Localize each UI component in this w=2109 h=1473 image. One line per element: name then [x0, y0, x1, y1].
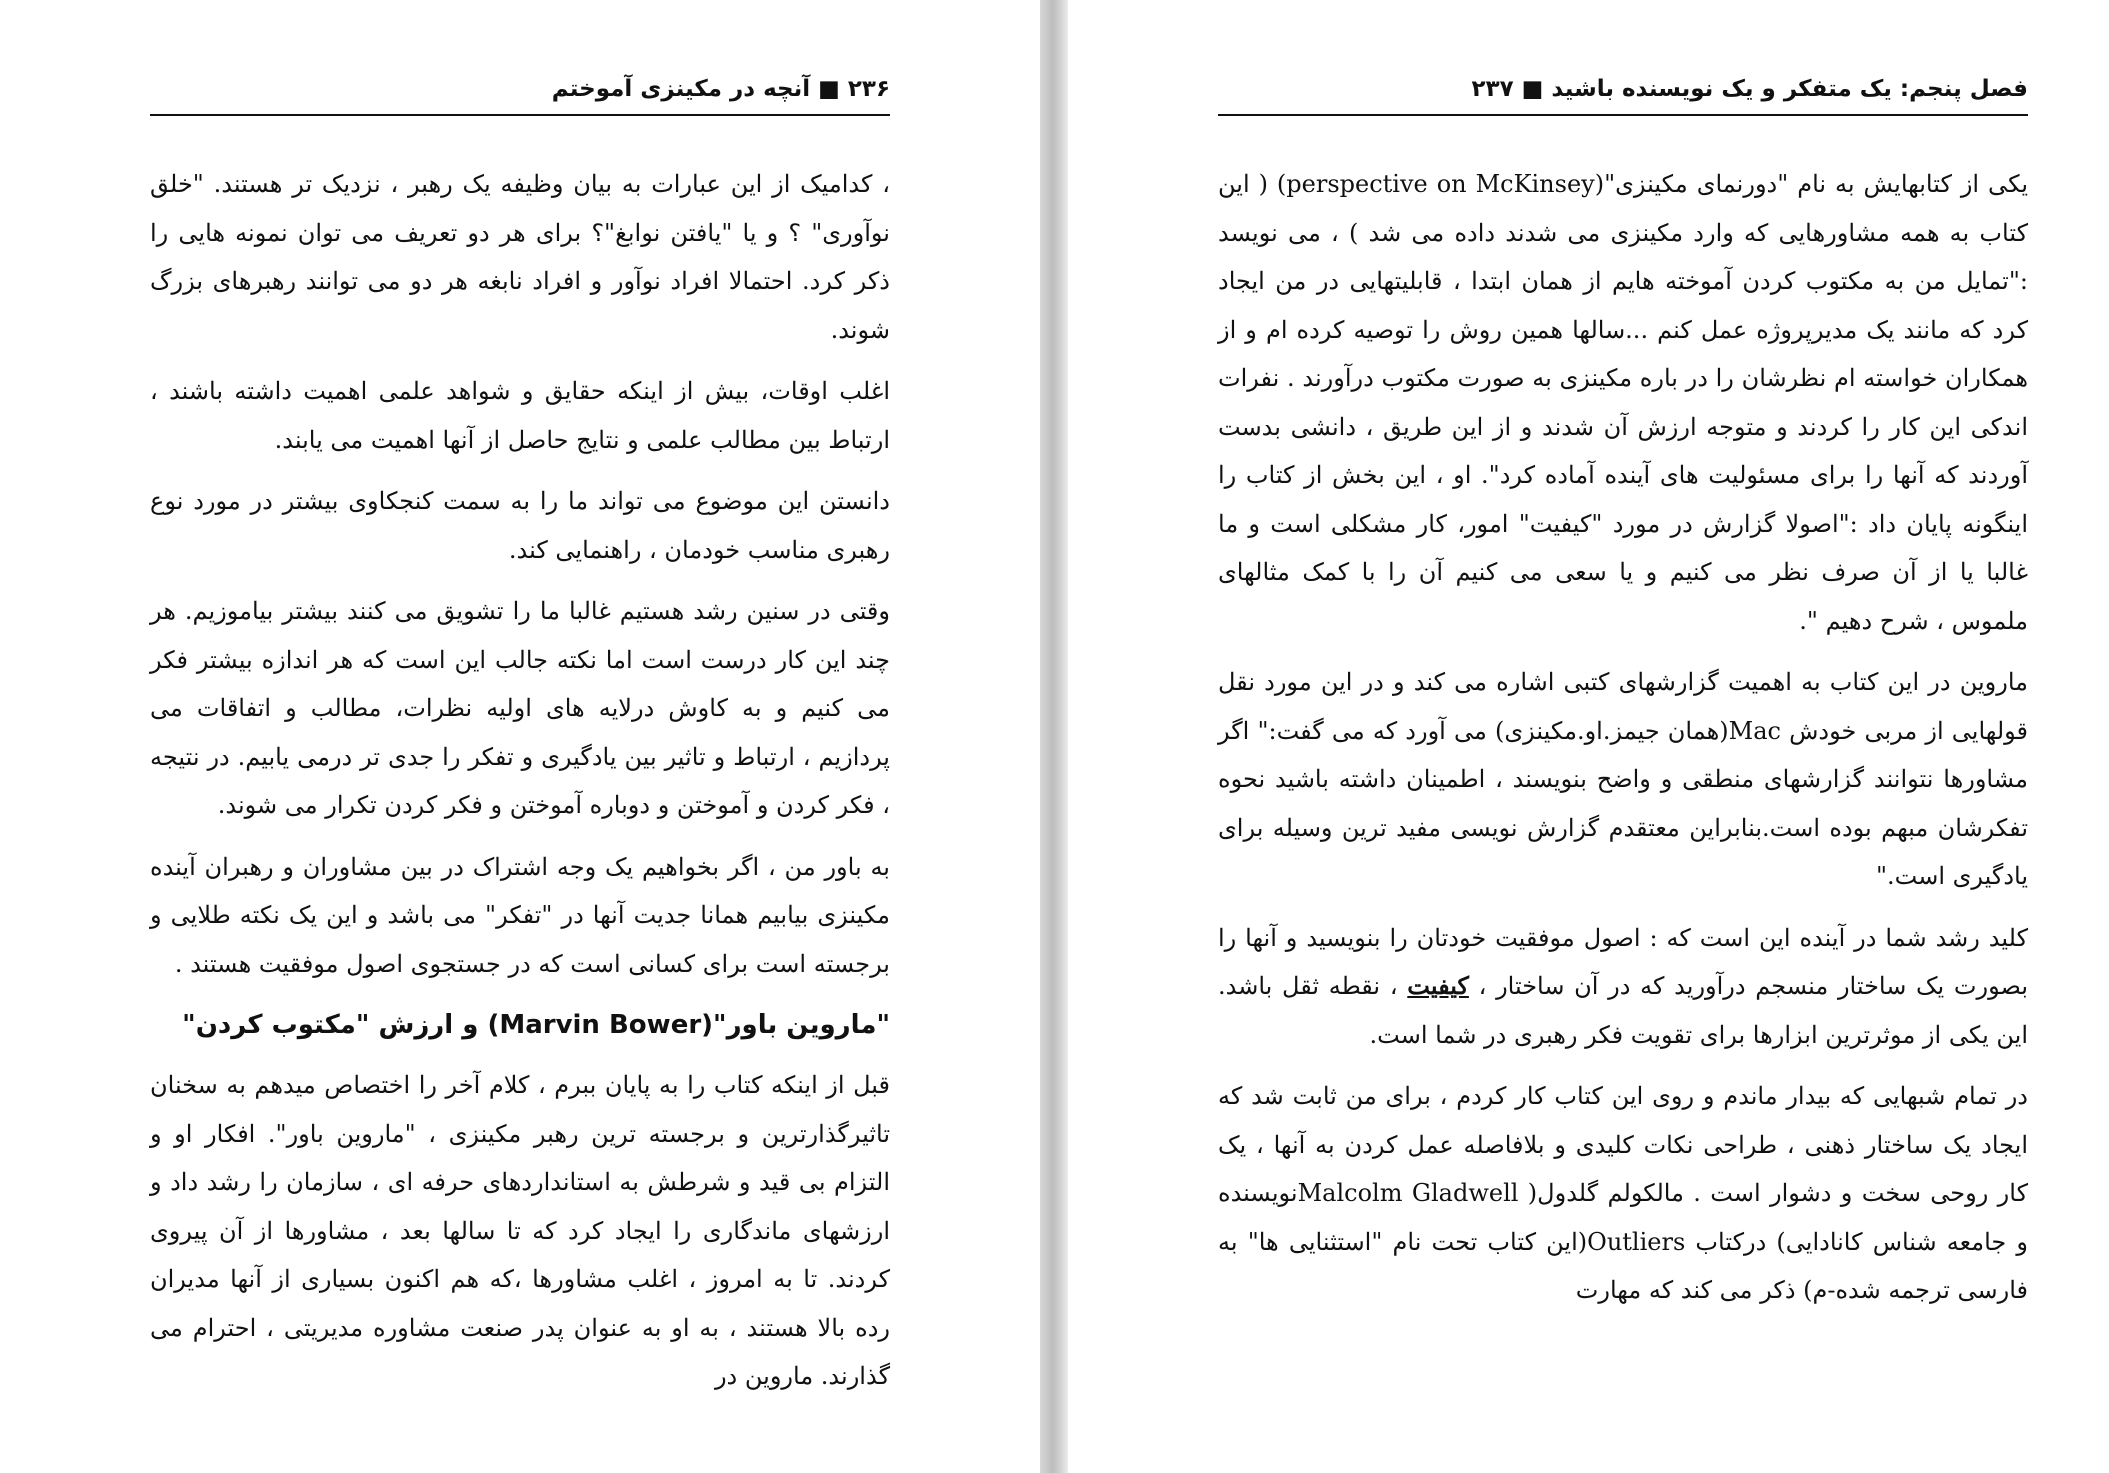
key-paragraph-start: کلید رشد شما در آینده این است که : اصول موفقیت خودتان را بنویسید و آنها را بصورت یک ساختار منسجم درآورید که در آن ساختار ،: [1218, 923, 2028, 1000]
underlined-word-quality: کیفیت: [1407, 971, 1469, 1000]
right-paragraph-1: یکی از کتابهایش به نام "دورنمای مکینزی"(perspective on McKinsey) ( این کتاب به همه مشاورهایی که وارد مکینزی می شدند داده می شد ) ، می نویسد :"تمایل من به مکتوب کردن آموخته هایم از همان ابتدا ، قابلیتهایی در من ایجاد کرد که مانند یک مدیرپروژه عمل کنم ...سالها همین روش را توصیه کرده ام و از همکاران خواسته ام نظرشان را در باره مکینزی به صورت مکتوب درآورند . نفرات اندکی این کار را کردند و متوجه ارزش آن شدند و از این طریق ، دانشی بدست آوردند که آنها را برای مسئولیت های آینده آماده کرد". او ، این بخش از کتاب را اینگونه پایان داد :"اصولا گزارش در مورد "کیفیت" امور، کار مشکلی است و ما غالبا یا از آن صرف نظر می کنیم و یا سعی می کنیم آن را با کمک مثالهای ملموس ، شرح دهیم ".: [1218, 170, 2028, 635]
right-paragraph-2: ماروین در این کتاب به اهمیت گزارشهای کتبی اشاره می کند و در این مورد نقل قولهایی از مربی خودش Mac(همان جیمز.او.مکینزی) می آورد که می گفت:" اگر مشاورها نتوانند گزارشهای منطقی و واضح بنویسند ، اطمینان داشته باشید نحوه تفکرشان مبهم بوده است.بنابراین معتقدم گزارش نویسی مفید ترین وسیله برای یادگیری است.": [1218, 668, 2029, 890]
right-page-header: [1218, 62, 2028, 116]
left-paragraph-1: ، کدامیک از این عبارات به بیان وظیفه یک رهبر ، نزدیک تر هستند. "خلق نوآوری" ؟ و یا "یافتن نوابغ"؟ برای هر دو تعریف می توان نمونه هایی را ذکر کرد. احتمالا افراد نوآور و افراد نابغه هر دو می توانند رهبرهای بزرگ شوند.: [150, 170, 890, 344]
left-paragraph-5: به باور من ، اگر بخواهیم یک وجه اشتراک در بین مشاوران و رهبران آینده مکینزی بیابیم همانا جدیت آنها در "تفکر" می باشد و این یک نکته طلایی و برجسته است برای کسانی است که در جستجوی اصول موفقیت هستند .: [150, 852, 890, 978]
right-page: [1068, 0, 2109, 1473]
right-page-header-text: فصل پنجم: یک متفکر و یک نویسنده باشید ■ ۲۳۷: [1471, 76, 2028, 102]
left-page-body: [150, 160, 890, 1414]
left-page-header-text: ۲۳۶ ■ آنچه در مکینزی آموختم: [551, 76, 890, 102]
section-heading-marvin-bower: "ماروین باور"(Marvin Bower) و ارزش "مکتوب کردن": [182, 1010, 890, 1040]
key-paragraph-end: ، نقطه ثقل باشد. این یکی از موثرترین ابزارها برای تقویت فکر رهبری در شما است.: [1218, 972, 2028, 1049]
right-page-body: [1218, 160, 2028, 1328]
left-paragraph-2: اغلب اوقات، بیش از اینکه حقایق و شواهد علمی اهمیت داشته باشند ، ارتباط بین مطالب علمی و نتایج حاصل از آنها اهمیت می یابند.: [150, 377, 890, 454]
left-paragraph-3: دانستن این موضوع می تواند ما را به سمت کنجکاوی بیشتر در مورد نوع رهبری مناسب خودمان ، راهنمایی کند.: [150, 487, 890, 564]
right-key-paragraph: [1218, 914, 2028, 1060]
left-page-header: [150, 62, 890, 116]
left-page: [0, 0, 1040, 1473]
left-section-paragraph: قبل از اینکه کتاب را به پایان ببرم ، کلام آخر را اختصاص میدهم به سخنان تاثیرگذارترین و برجسته ترین رهبر مکینزی ، "ماروین باور". افکار او و التزام بی قید و شرطش به استانداردهای حرفه ای ، سازمان را رشد داد و ارزشهای ماندگاری را ایجاد کرد که تا سالها بعد ، مشاورها از آن پیروی کردند. تا به امروز ، اغلب مشاورها ،که هم اکنون بسیاری از آنها مدیران رده بالا هستند ، به او به عنوان پدر صنعت مشاوره مدیریتی ، احترام می گذارند. ماروین در: [150, 1071, 890, 1390]
right-paragraph-last: در تمام شبهایی که بیدار ماندم و روی این کتاب کار کردم ، برای من ثابت شد که ایجاد یک ساختار ذهنی ، طراحی نکات کلیدی و بلافاصله عمل کردن به آنها ، یک کار روحی سخت و دشوار است . مالکولم گلدول( Malcolm Gladwellنویسنده و جامعه شناس کانادایی) درکتاب Outliers(این کتاب تحت نام "استثنایی ها" به فارسی ترجمه شده-م) ذکر می کند که مهارت: [1218, 1082, 2028, 1304]
book-gutter: [1040, 0, 1068, 1473]
left-paragraph-4: وقتی در سنین رشد هستیم غالبا ما را تشویق می کنند بیشتر بیاموزیم. هر چند این کار درست است اما نکته جالب این است که هر اندازه بیشتر فکر می کنیم و به کاوش درلایه های اولیه نظرات، مطالب و اتفاقات می پردازیم ، ارتباط و تاثیر بین یادگیری و تفکر را جدی تر درمی یابیم. در نتیجه ، فکر کردن و آموختن و دوباره آموختن و فکر کردن تکرار می شوند.: [150, 597, 891, 819]
